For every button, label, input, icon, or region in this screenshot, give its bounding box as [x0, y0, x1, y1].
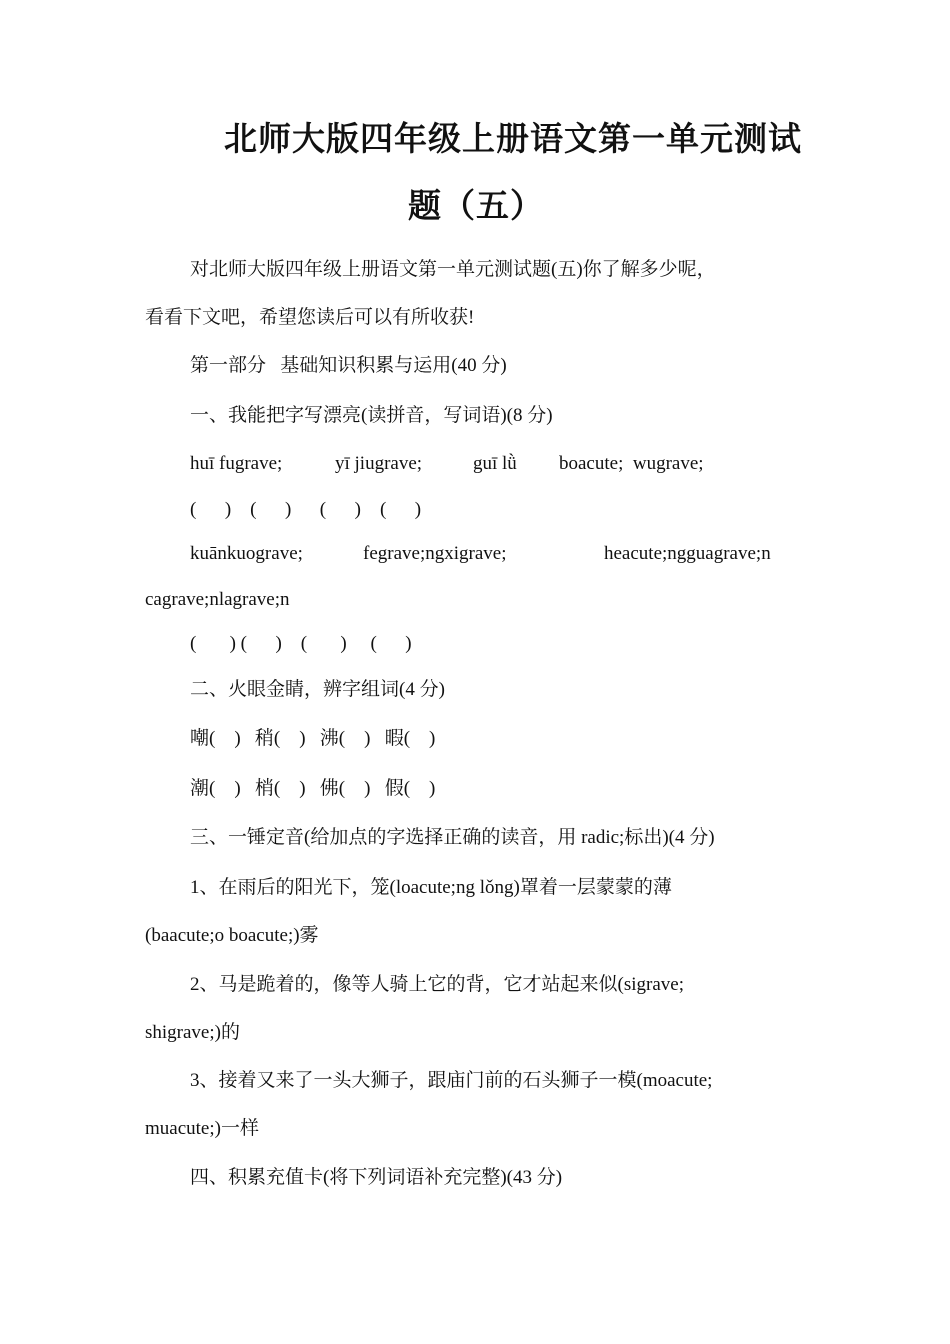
- q1-blanks-row-1: ( ) ( ) ( ) ( ): [190, 499, 422, 520]
- q1-pinyin-3: guī lǜ: [473, 453, 517, 474]
- q1-heading: 一、我能把字写漂亮(读拼音，写词语)(8 分): [190, 405, 553, 426]
- q1-pinyin-4: boacute; wugrave;: [559, 453, 704, 474]
- title-line-2: 题（五）: [408, 189, 544, 225]
- q1-pinyin-2: yī jiugrave;: [335, 453, 423, 474]
- q3-item-2-line-2: shigrave;)的: [145, 1022, 240, 1043]
- q2-heading: 二、火眼金睛，辨字组词(4 分): [190, 679, 445, 700]
- q1-pinyin-6: fegrave;ngxigrave;: [363, 543, 507, 564]
- q1-pinyin-8: cagrave;nlagrave;n: [145, 589, 290, 610]
- part1-heading: 第一部分 基础知识积累与运用(40 分): [190, 355, 507, 376]
- q1-pinyin-1: huī fugrave;: [190, 453, 283, 474]
- q1-blanks-row-2: ( ) ( ) ( ) ( ): [190, 633, 412, 654]
- q3-item-1-line-2: (baacute;o boacute;)雾: [145, 925, 319, 946]
- q1-pinyin-5: kuānkuograve;: [190, 543, 303, 564]
- q3-item-2-line-1: 2、马是跪着的，像等人骑上它的背，它才站起来似(sigrave;: [190, 974, 684, 995]
- intro-line-2: 看看下文吧，希望您读后可以有所收获!: [145, 307, 475, 328]
- q1-pinyin-7: heacute;ngguagrave;n: [604, 543, 771, 564]
- q4-heading: 四、积累充值卡(将下列词语补充完整)(43 分): [190, 1167, 563, 1188]
- q2-row-2: 潮( ) 梢( ) 佛( ) 假( ): [190, 778, 436, 799]
- q3-item-3-line-2: muacute;)一样: [145, 1118, 259, 1139]
- q3-item-3-line-1: 3、接着又来了一头大狮子，跟庙门前的石头狮子一模(moacute;: [190, 1070, 713, 1091]
- q3-item-1-line-1: 1、在雨后的阳光下，笼(loacute;ng lǒng)罩着一层蒙蒙的薄: [190, 877, 672, 898]
- title-line-1: 北师大版四年级上册语文第一单元测试: [224, 122, 802, 158]
- intro-line-1: 对北师大版四年级上册语文第一单元测试题(五)你了解多少呢，: [190, 259, 716, 280]
- q2-row-1: 嘲( ) 稍( ) 沸( ) 暇( ): [190, 728, 436, 749]
- q3-heading: 三、一锤定音(给加点的字选择正确的读音，用 radic;标出)(4 分): [190, 827, 715, 848]
